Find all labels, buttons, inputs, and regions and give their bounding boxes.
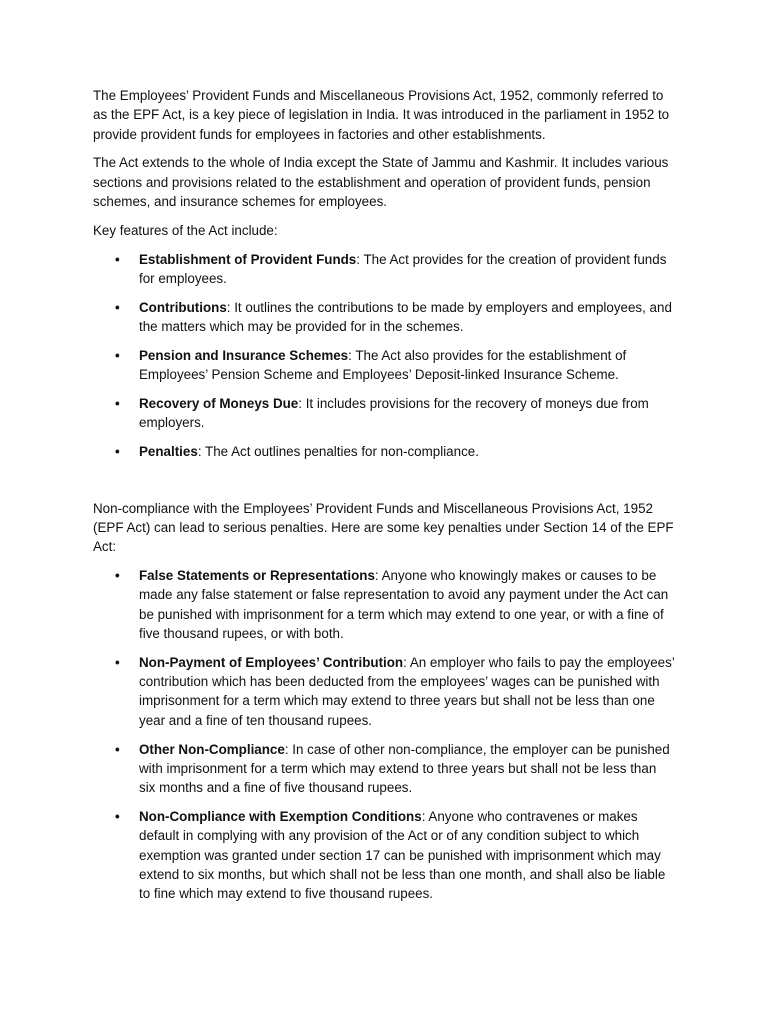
list-item <box>93 442 676 461</box>
penalties-list <box>93 566 676 903</box>
features-heading: Key features of the Act include: <box>93 222 278 238</box>
feature-term: Recovery of Moneys Due <box>139 395 299 411</box>
feature-text: : It includes provisions for the recovery of moneys due from employers. <box>139 395 649 431</box>
feature-term: Penalties <box>139 443 198 459</box>
list-item <box>93 807 676 903</box>
penalties-intro-paragraph: Non-compliance with the Employees’ Provident Funds and Miscellaneous Provisions Act, 1952 (EPF Act) can lead to serious penalties. Here are some key penalties under Section 14 of the EPF Act: <box>93 500 674 555</box>
penalty-term: Non-Compliance with Exemption Conditions <box>139 808 422 824</box>
feature-text: : It outlines the contributions to be made by employers and employees, and the matters which may be provided for in the schemes. <box>139 299 672 334</box>
list-item <box>93 740 676 798</box>
feature-term: Pension and Insurance Schemes <box>139 347 349 363</box>
penalty-term: False Statements or Representations <box>139 568 375 584</box>
penalty-text: : In case of other non-compliance, the employer can be punished with imprisonment for a term which may extend to three years but shall not be less than six months and a fine of five thousand rupees. <box>139 741 670 796</box>
list-item <box>93 250 676 289</box>
feature-text: : The Act provides for the creation of provident funds for employees. <box>139 251 667 286</box>
penalty-term: Other Non-Compliance <box>139 741 285 757</box>
penalty-text: : Anyone who knowingly makes or causes to be made any false statement or false representation to avoid any payment under the Act can be punished with imprisonment for a term which may extend to one year, or with a fine of five thousand rupees, or with both. <box>139 568 669 642</box>
features-list <box>93 250 676 462</box>
penalty-term: Non-Payment of Employees’ Contribution <box>139 654 404 670</box>
list-item <box>93 566 676 643</box>
feature-term: Establishment of Provident Funds <box>139 251 357 267</box>
scope-paragraph: The Act extends to the whole of India except the State of Jammu and Kashmir. It includes various sections and provisions related to the establishment and operation of provident funds, pension schemes, and insurance schemes for employees. <box>93 155 669 209</box>
feature-text: : The Act outlines penalties for non-compliance. <box>197 443 479 459</box>
list-item <box>93 653 676 730</box>
list-item <box>93 394 676 433</box>
intro-paragraph: The Employees’ Provident Funds and Miscellaneous Provisions Act, 1952, commonly referred to as the EPF Act, is a key piece of legislation in India. It was introduced in the parliament in 1952 to provide provident funds for employees in factories and other establishments. <box>93 88 670 142</box>
section-gap <box>93 471 676 499</box>
feature-text: : The Act also provides for the establishment of Employees’ Pension Scheme and Employees’ Deposit-linked Insurance Scheme. <box>139 347 627 383</box>
list-item <box>93 298 676 337</box>
feature-term: Contributions <box>139 299 227 315</box>
penalty-text: : An employer who fails to pay the employees’ contribution which has been deducted from the employees’ wages can be punished with imprisonment for a term which may extend to three years but shall not be less than one year and a fine of ten thousand rupees. <box>139 654 675 728</box>
penalty-text: : Anyone who contravenes or makes default in complying with any provision of the Act or of any condition subject to which exemption was granted under section 17 can be punished with imprisonment which may extend to six months, but which shall not be less than one month, and shall also be liable to fine which may extend to five thousand rupees. <box>139 808 666 902</box>
list-item <box>93 346 676 385</box>
